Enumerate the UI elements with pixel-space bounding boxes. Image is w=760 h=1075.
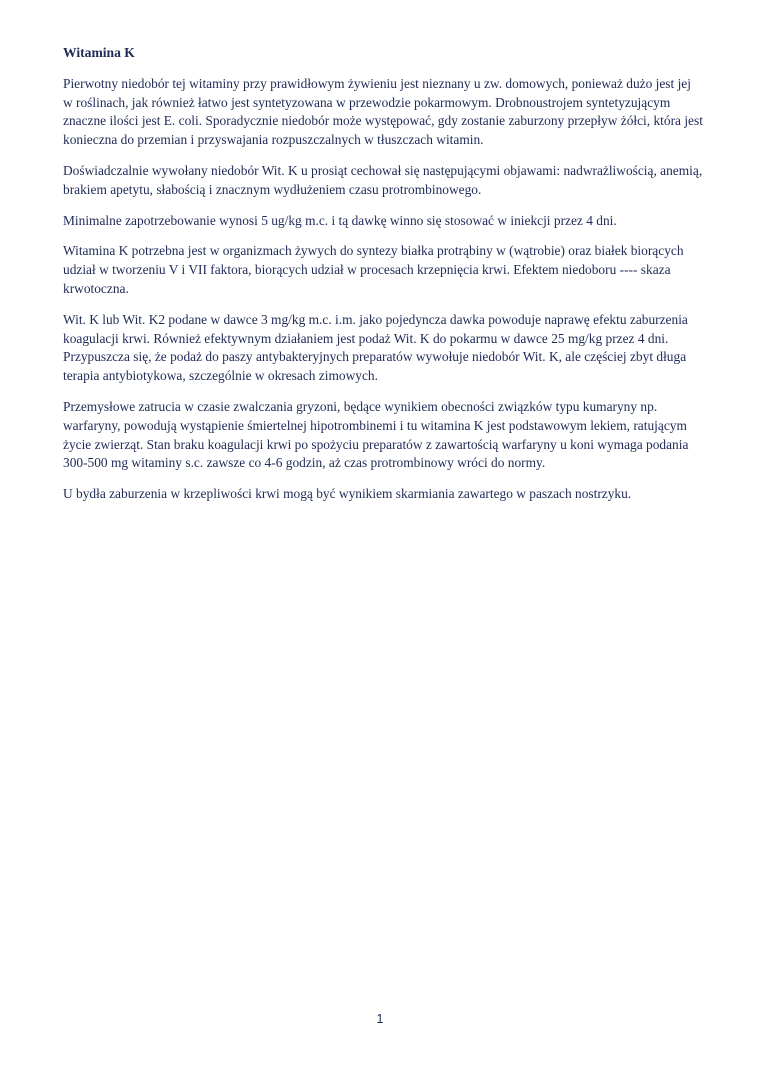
page-number: 1 [376,1012,384,1026]
paragraph-3: Minimalne zapotrzebowanie wynosi 5 ug/kg m.c. i tą dawkę winno się stosować w iniekcji przez 4 dni. [63,212,617,228]
document-body [63,44,703,516]
paragraph-2: Doświadczalnie wywołany niedobór Wit. K u prosiąt cechował się następującymi objawami: nadwrażliwością, anemią, brakiem apetytu, słabością i znacznym wydłużeniem czasu protrombinowego. [63,162,703,197]
paragraph-6: Przemysłowe zatrucia w czasie zwalczania gryzoni, będące wynikiem obecności związków typu kumaryny np. warfaryny, powodują wystąpienie śmiertelnej hipotrombinemi i tu witamina K jest podstawowym lekiem, ratującym życie zwierząt. Stan braku koagulacji krwi po spożyciu preparatów z zawartością warfaryny u koni wymaga podania 300-500 mg witaminy s.c. zawsze co 4-6 godzin, aż czas protrombinowy wróci do normy. [63,398,689,471]
paragraph-7: U bydła zaburzenia w krzepliwości krwi mogą być wynikiem skarmiania zawartego w paszach nostrzyku. [63,486,632,502]
paragraph-1: Pierwotny niedobór tej witaminy przy prawidłowym żywieniu jest nieznany u zw. domowych, ponieważ dużo jest jej w roślinach, jak również łatwo jest syntetyzowana w przewodzie pokarmowym. Drobnoustrojem syntetyzującym znaczne ilości jest E. coli. Sporadycznie niedobór może występować, gdy zostanie zaburzony przepływ żółci, która jest konieczna do przemian i przyswajania rozpuszczalnych w tłuszczach witamin. [63,75,703,148]
document-title: Witamina K [63,45,135,60]
paragraph-5: Wit. K lub Wit. K2 podane w dawce 3 mg/kg m.c. i.m. jako pojedyncza dawka powoduje naprawę efektu zaburzenia koagulacji krwi. Również efektywnym działaniem jest podaż Wit. K do pokarmu w dawce 25 mg/kg przez 4 dni. Przypuszcza się, że podaż do paszy antybakteryjnych preparatów wywołuje niedobór Wit. K, ale częściej zbyt długa terapia antybiotykowa, szczególnie w okresach zimowych. [63,311,688,384]
paragraph-4: Witamina K potrzebna jest w organizmach żywych do syntezy białka protrąbiny w (wątrobie) oraz białek biorących udział w tworzeniu V i VII faktora, biorących udział w procesach krzepnięcia krwi. Efektem niedoboru ---- skaza krwotoczna. [63,243,684,296]
